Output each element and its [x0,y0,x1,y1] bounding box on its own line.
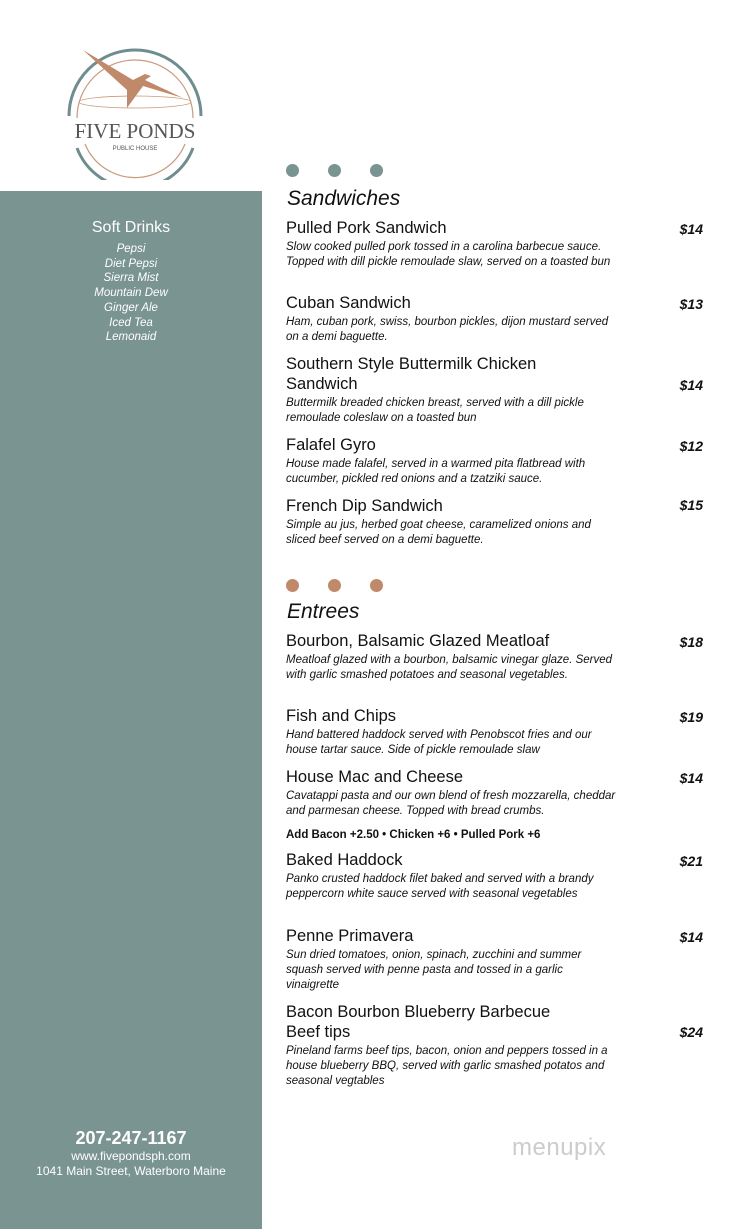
section-divider-dots [286,164,383,177]
section-divider-dots [286,579,383,592]
item-price: $14 [679,221,703,237]
drink-item: Diet Pepsi [104,257,158,270]
menu-item [286,767,706,819]
item-description: Hand battered haddock served with Penobscot fries and our house tartar sauce. Side of pickle remoulade slaw [286,729,592,756]
dot-icon [328,579,341,592]
item-price: $24 [679,1024,703,1040]
item-description: Sun dried tomatoes, onion, spinach, zucchini and summer squash served with penne pasta and tossed in a garlic vinaigrette [286,949,582,991]
soft-drinks-list [0,242,262,345]
item-price: $19 [679,709,703,725]
section-title-entrees: Entrees [287,600,360,623]
soft-drinks-heading: Soft Drinks [91,219,171,236]
item-price: $15 [679,497,703,513]
item-name: French Dip Sandwich [286,497,443,515]
item-description: Simple au jus, herbed goat cheese, caramelized onions and sliced beef served on a demi baguette. [286,519,591,546]
item-name: House Mac and Cheese [286,768,464,786]
item-description: Pineland farms beef tips, bacon, onion and peppers tossed in a house blueberry BBQ, served with garlic smashed potatos and seasonal vegtables [286,1045,608,1087]
menu-item [286,926,706,993]
menu-item [286,293,706,345]
dot-icon [370,579,383,592]
item-name: Bacon Bourbon Blueberry Barbecue Beef tips [286,1003,551,1041]
drink-item: Sierra Mist [103,272,159,285]
item-name: Cuban Sandwich [286,294,411,312]
item-description: Cavatappi pasta and our own blend of fresh mozzarella, cheddar and parmesan cheese. Topped with bread crumbs. [286,790,616,817]
menu-item [286,706,706,758]
dot-icon [370,164,383,177]
drink-item: Ginger Ale [104,301,158,314]
website-link[interactable]: www.fivepondsph.com [71,1149,191,1163]
item-description: Panko crusted haddock filet baked and served with a brandy peppercorn white sauce served with seasonal vegetables [286,873,594,900]
menu-item [286,218,706,270]
item-description: House made falafel, served in a warmed pita flatbread with cucumber, pickled red onions and a tzatziki sauce. [286,458,586,485]
svg-text:PUBLIC HOUSE: PUBLIC HOUSE [112,146,158,152]
item-price: $13 [679,296,703,312]
dot-icon [328,164,341,177]
section-title-sandwiches: Sandwiches [287,187,401,210]
menu-item [286,435,706,487]
item-name: Falafel Gyro [286,436,376,454]
menu-item [286,631,706,683]
svg-text:FIVE PONDS: FIVE PONDS [74,119,196,143]
add-on-options: Add Bacon +2.50 • Chicken +6 • Pulled Pork +6 [286,829,541,841]
menupix-watermark: menupix [512,1134,607,1161]
item-price: $12 [679,438,703,454]
item-price: $14 [679,929,703,945]
item-description: Buttermilk breaded chicken breast, served with a dill pickle remoulade coleslaw on a toasted bun [286,397,584,424]
sidebar [0,191,262,1229]
item-description: Slow cooked pulled pork tossed in a carolina barbecue sauce. Topped with dill pickle remoulade slaw, served on a toasted bun [286,241,611,268]
five-ponds-logo [55,40,215,180]
menu-item [286,1002,706,1089]
item-name: Southern Style Buttermilk Chicken Sandwich [286,355,537,393]
menu-item [286,496,706,548]
item-name: Baked Haddock [286,851,403,869]
item-price: $21 [679,853,703,869]
item-name: Pulled Pork Sandwich [286,219,447,237]
menu-item [286,354,706,426]
item-price: $18 [679,634,703,650]
item-name: Fish and Chips [286,707,397,725]
item-name: Bourbon, Balsamic Glazed Meatloaf [286,632,550,650]
item-price: $14 [679,377,703,393]
drink-item: Lemonaid [105,331,157,344]
drink-item: Pepsi [116,243,146,255]
drink-item: Iced Tea [109,316,153,329]
drink-item: Mountain Dew [94,287,168,300]
phone-number: 207-247-1167 [75,1128,187,1148]
item-name: Penne Primavera [286,927,414,945]
address: 1041 Main Street, Waterboro Maine [36,1164,226,1178]
item-description: Meatloaf glazed with a bourbon, balsamic vinegar glaze. Served with garlic smashed potatoes and seasonal vegetables. [286,654,613,681]
item-price: $14 [679,770,703,786]
menu-item [286,850,706,902]
dot-icon [286,164,299,177]
dot-icon [286,579,299,592]
contact-info [0,1127,262,1179]
item-description: Ham, cuban pork, swiss, bourbon pickles, dijon mustard served on a demi baguette. [286,316,609,343]
